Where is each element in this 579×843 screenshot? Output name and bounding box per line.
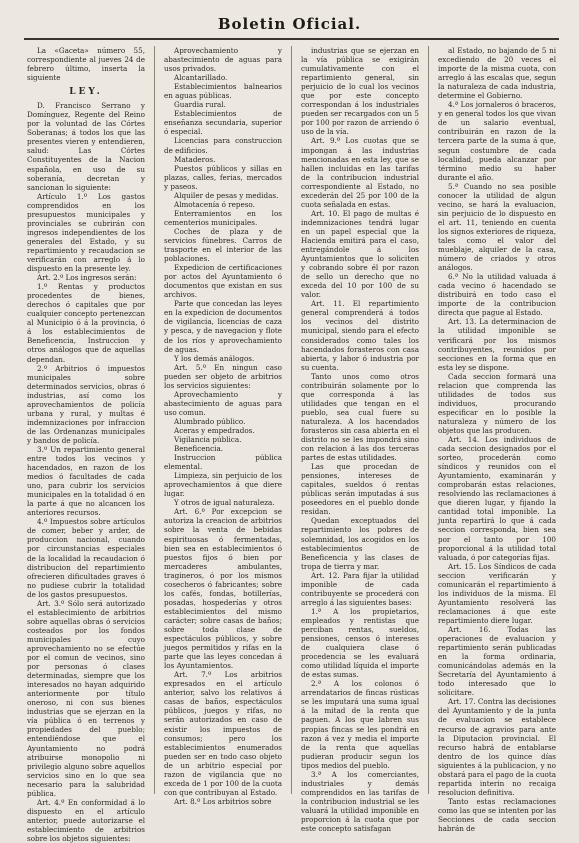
paragraph: Las que procedan de pensiones, intereses de capitales, sueldos ó rentas públicas serán imputadas á sus poseedores en el pueblo donde residan. <box>301 462 419 517</box>
paragraph: Art. 12. Para fijar la utilidad imponible de cada contribuyente se procederá con arreglo á las siguientes bases: <box>301 570 419 607</box>
paragraph: Establecimientos de enseñanza secundaria, superior ó especial. <box>164 109 282 137</box>
paragraph: Art. 8.º Los arbitrios sobre <box>174 796 272 806</box>
paragraph: Art. 10. El pago de multas é indemnizaciones tendrá lugar en un papel especial que la Hacienda emitirá para el caso, entregándole á los Ayuntamientos que lo soliciten y cobrando sobre él por razon de sello un derecho que no exceda del 10 por 100 de su valor. <box>301 208 419 300</box>
paragraph: 4.º Impuestos sobre artículos de comer, beber y arder, de produccion nacional, cuando por circunstancias especiales de la localidad la recaudacion ó distribucion del repartimiento ofrecieren dificultades graves ó no pudiese cubrir la totalidad de los gastos presupuestos. <box>27 517 145 599</box>
paragraph: Tanto estas reclamaciones como las que se intenten por las Secciones de cada seccion habrán de <box>438 796 557 834</box>
paragraph: Parte que concedan las leyes en la expedicion de documentos de vigilancia, licencias de caza y pesca, y de navegacion y flote de los ríos y aprovechamiento de aguas. <box>164 299 282 354</box>
paragraph: 4.ª Los jornaleros ó braceros, y en general todos los que vivan de un salario eventual, contribuirán en razon de la tercera parte de la suma á que, segun costumbre de cada localidad, pueda alcanzar por término medio su haber durante el año. <box>438 100 556 182</box>
paragraph: 5.ª Cuando no sea posible conocer la utilidad de algun vecino, se hará la evaluacion, sin perjuicio de lo dispuesto en el art. 11, teniendo en cuenta los signos exteriores de riqueza, tales como el valor del mueblaje, alquiler de la casa, número de criados y otros análogos. <box>438 181 557 273</box>
paragraph: Art. 14. Los individuos de cada seccion designados por el sorteo, procederán como síndicos y reunidos con el Ayuntamiento, examinarán y comprobarán estas relaciones, resolviendo las reclamaciones á que dieren lugar, y fijando la cantidad total imponible. La junta repartirá lo que á cada seccion corresponda, bien sea por el tanto por 100 proporcional á la utilidad total valuada, ó por categorías fijas. <box>438 435 556 562</box>
paragraph: 2.ª A los colonos ó arrendatarios de fincas rústicas se les imputará una suma igual á la mitad de la renta que paguen. A los que labren sus propias fincas se les pondrá en razon á vez y media el importe de la renta que aquellas pudieran producir segun los tipos medios del pueblo. <box>301 679 419 770</box>
paragraph: Art. 5.º En ningun caso pueden ser objeto de arbitrios los servicios siguientes: <box>164 362 282 390</box>
paragraph: Beneficencia. <box>174 444 224 454</box>
paragraph: D. Francisco Serrano y Domínguez, Regente del Reino por la voluntad de las Córtes Soberanas; á todos los que las presentes vieren y entendieren, salud: Las Córtes Constituyentes de la Nacion española, en uso de su soberanía, decretan y sancionan lo siguiente: <box>27 101 145 192</box>
column-2 <box>161 46 285 806</box>
paragraph: al Estado, no bajando de 5 ni excediendo de 20 veces el importe de la misma cuota, con arreglo á las escalas que, segun la naturaleza de cada industria, determine el Gobierno. <box>438 46 556 101</box>
paragraph: Vigilancia pública. <box>174 435 242 445</box>
paragraph: Alcantarillado. <box>174 73 228 83</box>
paragraph: industrias que se ejerzan en la vía pública se exigirán cumulativamente con el repartimiento general, sin perjuicio de lo cual los vecinos que por este concepto correspondan á los industriales pueden ser recargados con un 5 por 100 por razon de arriendo ó uso de la vía. <box>301 46 419 137</box>
paragraph: Coches de plaza y de servicios fúnebres. Carros de trasporte en el interior de las poblaciones. <box>164 226 282 264</box>
paragraph: Artículo 1.º Los gastos comprendidos en los presupuestos municipales y provinciales se cubrirán con ingresos independientes de los generales del Estado, y su repartimiento y recaudacion se verificarán con arreglo á lo dispuesto en la presente ley. <box>27 191 145 274</box>
paragraph: 3.º Un repartimiento general entre todos los vecinos y hacendados, en razon de los medios ó facultades de cada uno, para cubrir los servicios municipales en la totalidad ó en la parte á que no alcancen los anteriores recursos. <box>27 444 145 518</box>
paragraph: Licencias para construccion de edificios. <box>164 136 282 155</box>
paragraph: 6.ª No la utilidad valuada á cada vecino ó hacendado se distribuirá en todo caso el importe de la contribucion directa que pague al Estado. <box>438 272 556 318</box>
page-title: Boletin Oficial. <box>217 15 362 33</box>
column-3 <box>298 46 422 834</box>
column-divider <box>428 46 429 794</box>
paragraph: Y los demás análogos. <box>174 353 255 363</box>
section-heading: LEY. <box>69 87 103 98</box>
column-divider <box>291 46 292 794</box>
paragraph: Alquiler de pesas y medidas. <box>174 190 279 200</box>
header-rule <box>24 38 559 40</box>
column-divider <box>154 46 155 794</box>
paragraph: Aprovechamiento y abastecimiento de aguas para usos privados. <box>164 46 282 74</box>
paragraph: Art. 2.º Los ingresos serán: <box>37 273 137 283</box>
paragraph: Tanto unos como otros contribuirán solamente por lo que corresponda á las utilidades que tengan en el pueblo, sea cual fuere su naturaleza. A los hacendados forasteros sin casa abierta en el distrito no se les impondrá sino con relacion á las dos terceras partes de estas utilidades. <box>301 371 419 463</box>
paragraph: Aceras y empedrados. <box>174 425 255 435</box>
masthead <box>0 14 579 38</box>
paragraph: Alumbrado público. <box>174 416 246 426</box>
paragraph: Y otros de igual naturaleza. <box>174 498 275 508</box>
paragraph: Art. 16. Todas las operaciones de evaluacion y repartimiento serán publicadas en la forma ordinaria, comunicándolas además en la Secretaría del Ayuntamiento á todo interesado que lo solicitare. <box>438 625 556 698</box>
paragraph: Guardia rural. <box>174 100 226 110</box>
paragraph: 3.ª A los comerciantes, industriales y demás comprendidos en las tarifas de la contribucion industrial se les valuará la utilidad imponible en proporcion á la cuota que por este concepto satisfagan <box>301 769 419 834</box>
paragraph: Puestos públicos y sillas en plazas, calles, ferias, mercados y paseos. <box>164 163 282 191</box>
paragraph: Quedan exceptuados del repartimiento los pobres de solemnidad, los acogidos en los establecimientos de Beneficencia y las clases de tropa de tierra y mar. <box>301 516 419 571</box>
paragraph: 1.ª A los propietarios, empleados y rentistas que perciban rentas, sueldos, pensiones, censos ó intereses de cualquiera clase ó procedencia se les evaluará como utilidad líquida el importe de estas sumas. <box>301 606 419 680</box>
paragraph: Art. 17. Contra las decisiones del Ayuntamiento y de la junta de evaluacion se establece recurso de agravios para ante la Diputacion provincial. El recurso habrá de entablarse dentro de los quince días siguientes á la publicacion, y no obstará para el pago de la cuota repartida interin no recaiga resolucion definitiva. <box>438 697 556 797</box>
paragraph: Mataderos. <box>174 154 216 164</box>
paragraph: Almotacenía ó repeso. <box>174 199 255 209</box>
paragraph: Art. 7.º Los arbitrios expresados en el artículo anterior, salvo los relativos á casas de baños, espectáculos públicos, juegos y rifas, no serán autorizados en caso de existir los impuestos de consumos; pero los establecimientos enumerados pueden ser en todo caso objeto de un arbitrio especial por razon de vigilancia que no exceda de 1 por 100 de la cuota con que contribuyan al Estado. <box>164 670 282 797</box>
paragraph: Art. 6.º Por excepcion se autoriza la creacion de arbitrios sobre la venta de bebidas espirituosas ó fermentadas, bien sea en establecimientos ó puestos fijos ó bien por mercaderes ambulantes, tragineros, ó por los mismos cosecheros ó fabricantes; sobre los cafés, fondas, botillerías, posadas, hospederías y otros establecimientos del mismo carácter; sobre casas de baños; sobre toda clase de espectáculos públicos, y sobre juegos permitidos y rifas en la parte que las leyes concedan á los Ayuntamientos. <box>164 507 282 671</box>
paragraph: La «Gaceta» número 55, correspondiente al jueves 24 de febrero último, inserta la siguiente <box>27 46 145 83</box>
paragraph: Cada seccion formará una relacion que comprenda las utilidades de todos sus individuos, procurando especificar en lo posible la naturaleza y número de los objetos que las producen. <box>438 371 556 435</box>
paragraph: Art. 13. La determinacion de la utilidad imponible se verificará por los mismos contribuyentes, reunidos por secciones en la forma que en esta ley se dispone. <box>438 317 556 372</box>
paragraph: Establecimientos balnearios en aguas públicas. <box>164 82 282 101</box>
paragraph: 1.º Rentas y productos procedentes de bienes, derechos ó capitales que por cualquier concepto pertenezcan al Municipio ó á la provincia, ó á los establecimientos de Beneficencia, Instruccion y otros análogos que de aquellas dependan. <box>27 282 145 364</box>
paragraph: Expedicion de certificaciones por actos del Ayuntamiento ó documentos que existan en sus archivos. <box>164 263 282 300</box>
paragraph: Art. 11. El repartimiento general comprenderá á todos los vecinos del distrito municipal, siendo para el efecto considerados como tales los hacendados forasteros con casa abierta, y labor ó industria por su cuenta. <box>301 299 419 372</box>
paragraph: Limpieza, sin perjuicio de los aprovechamientos á que diere lugar. <box>164 471 282 499</box>
paragraph: Enterramientos en los cementerios municipales. <box>164 208 282 227</box>
paragraph: 2.º Arbitrios ó impuestos municipales sobre determinados servicios, obras ó industrias, así como los aprovechamientos de policía urbana y rural, y multas é indemnizaciones por infraccion de las Ordenanzas municipales y bandos de policía. <box>27 363 145 445</box>
paragraph: Art. 15. Los Síndicos de cada seccion verificarán y comunicarán el repartimiento á los individuos de la misma. El Ayuntamiento resolverá las reclamaciones á que este repartimiento diere lugar. <box>438 561 556 625</box>
column-4 <box>435 46 559 834</box>
paragraph: Art. 4.º En conformidad á lo dispuesto en el artículo anterior, puede autorizarse el establecimiento de arbitrios sobre los objetos siguientes: <box>27 797 145 843</box>
paragraph: Instruccion pública elemental. <box>164 453 282 472</box>
paragraph: Art. 9.º Los cuotas que se impongan á las industrias mencionadas en esta ley, que se hallen incluidas en las tarifas de la contribucion industrial correspondiente al Estado, no excederán del 25 por 100 de la cuota señalada en estas. <box>301 136 419 209</box>
column-1 <box>24 46 148 843</box>
paragraph: Aprovechamiento y abastecimiento de aguas para uso comun. <box>164 389 282 417</box>
paragraph: Art. 3.º Sólo será autorizado el establecimiento de arbitrios sobre aquellas obras ó servicios costeados por los fondos municipales cuyo aprovechamiento no se efectúe por el comun de vecinos, sino por personas ó clases determinadas, siempre que los interesados no hayan adquirido anteriormente por título oneroso, ni con sus bienes industrias que se ejerzan en la vía pública ó en terrenos y propiedades del pueblo; entendiéndose que el Ayuntamiento no podrá atribuirse monopolio ni privilegio alguno sobre aquellos servicios sino en lo que sea necesario para la salubridad pública. <box>27 598 145 798</box>
text-columns <box>24 46 559 843</box>
